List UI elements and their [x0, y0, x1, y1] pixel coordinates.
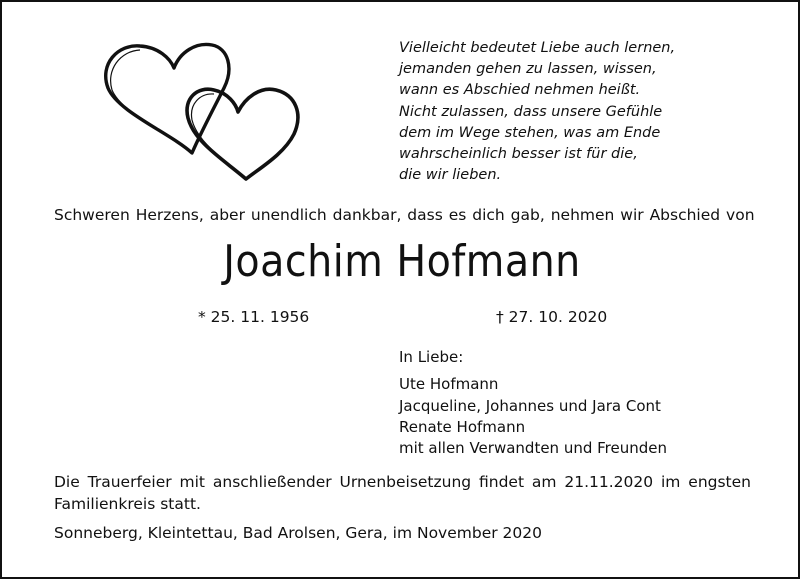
two-hearts-icon — [100, 38, 306, 184]
mourners-heading: In Liebe: — [399, 348, 464, 366]
mourner-name: mit allen Verwandten und Freunden — [399, 439, 668, 458]
deceased-name: Joachim Hofmann — [223, 236, 581, 287]
funeral-service-notice: Die Trauerfeier mit anschließender Urnenbeisetzung findet am 21.11.2020 im engsten Familienkreis statt. — [54, 473, 751, 513]
poem — [399, 38, 675, 186]
poem-line: wann es Abschied nehmen heißt. — [399, 82, 641, 99]
mourner-name: Ute Hofmann — [399, 375, 499, 394]
place-and-date: Sonneberg, Kleintettau, Bad Arolsen, Gera, im November 2020 — [54, 524, 542, 542]
mourner-name: Jacqueline, Johannes und Jara Cont — [399, 396, 661, 415]
poem-line: Nicht zulassen, dass unsere Gefühle — [399, 103, 663, 120]
birth-date: * 25. 11. 1956 — [198, 308, 310, 326]
poem-line: dem im Wege stehen, was am Ende — [399, 124, 661, 141]
mourner-name: Renate Hofmann — [399, 417, 526, 436]
mourners-list — [399, 347, 667, 459]
farewell-intro: Schweren Herzens, aber unendlich dankbar, dass es dich gab, nehmen wir Abschied von — [54, 206, 755, 224]
poem-line: jemanden gehen zu lassen, wissen, — [399, 61, 657, 78]
poem-line: Vielleicht bedeutet Liebe auch lernen, — [399, 40, 676, 56]
poem-line: wahrscheinlich besser ist für die, — [399, 146, 638, 163]
death-date: † 27. 10. 2020 — [496, 308, 608, 326]
poem-line: die wir lieben. — [399, 167, 502, 184]
